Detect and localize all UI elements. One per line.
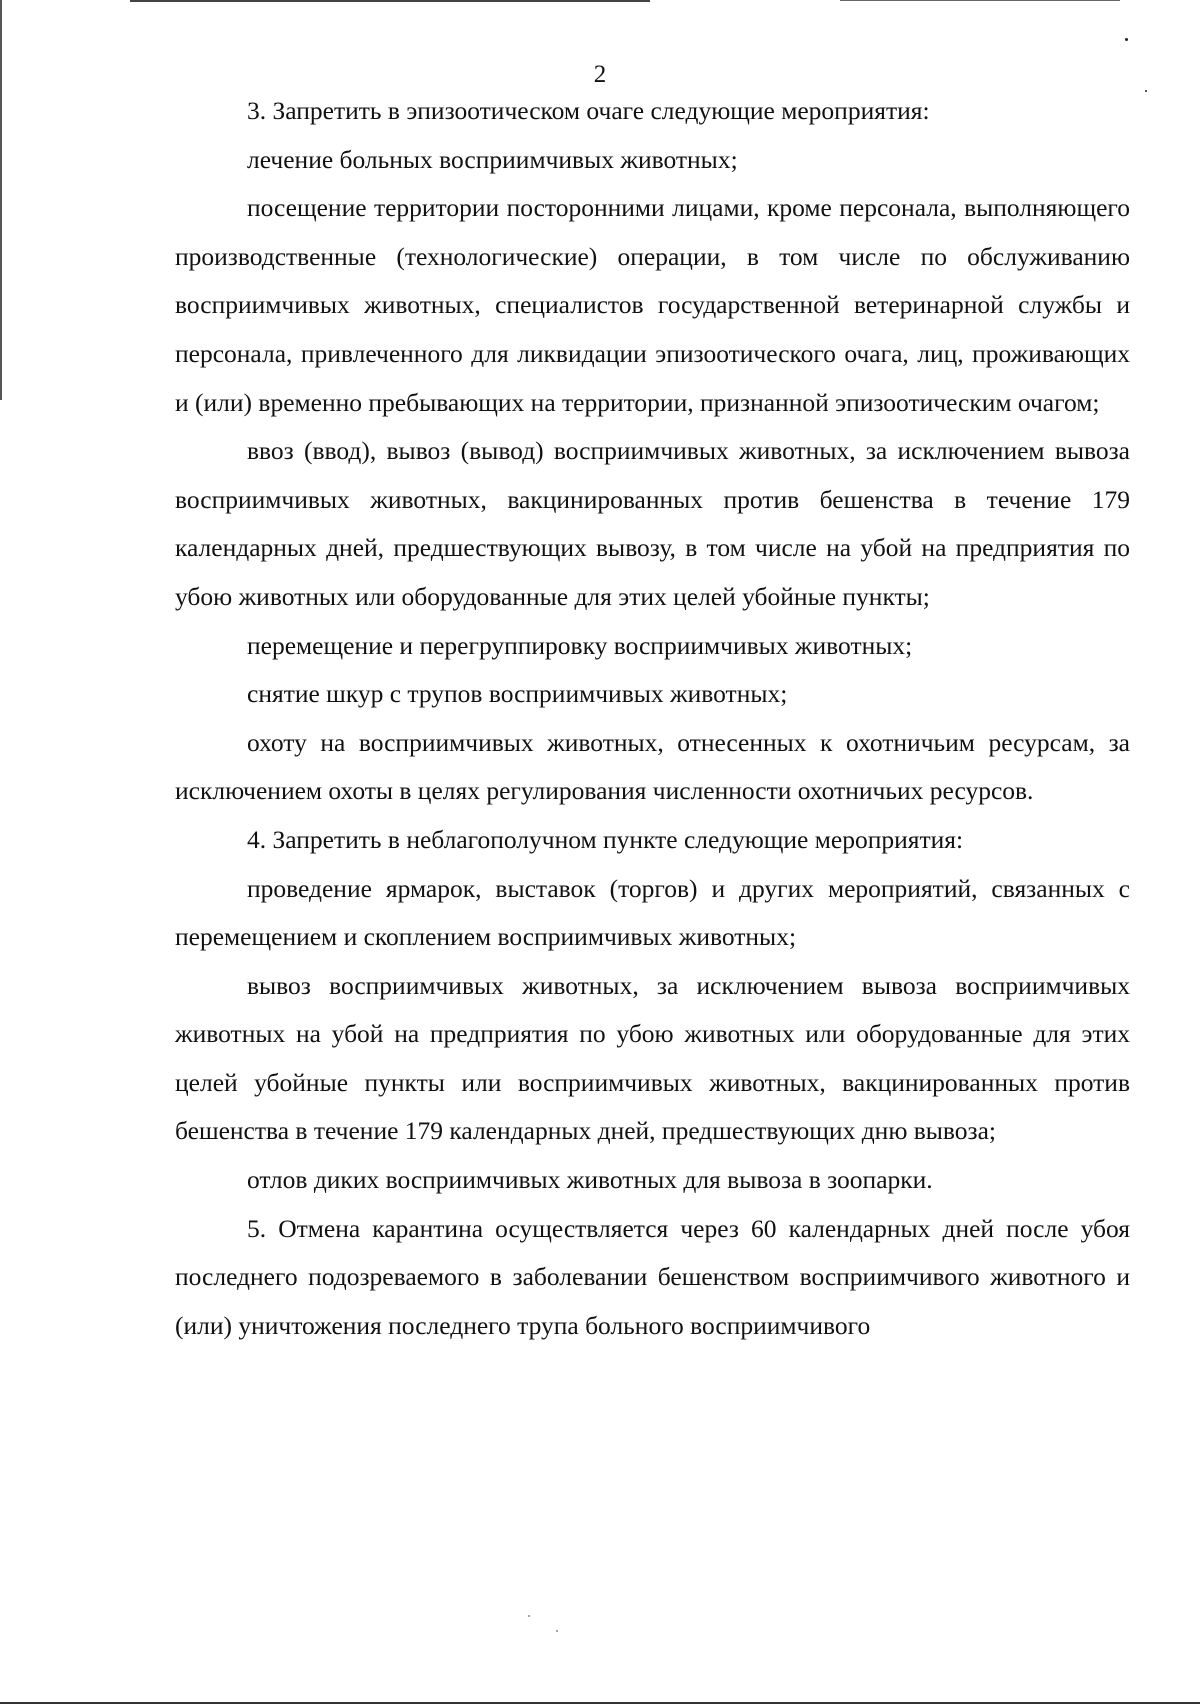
paragraph: охоту на восприимчивых животных, отнесенных к охотничьим ресурсам, за исключением охоты в целях регулирования численности охотничьих ресурсов.	[175, 727, 1130, 806]
paragraph: снятие шкур с трупов восприимчивых животных;	[247, 679, 788, 709]
paragraph: проведение ярмарок, выставок (торгов) и других мероприятий, связанных с перемещением и скоплением восприимчивых животных;	[175, 873, 1130, 952]
paragraph: отлов диких восприимчивых животных для вывоза в зоопарки.	[247, 1165, 933, 1195]
scan-speck	[528, 1615, 530, 1617]
scan-edge-top-right	[840, 0, 1120, 1]
paragraph: вывоз восприимчивых животных, за исключением вывоза восприимчивых животных на убой на предприятия по убою животных или оборудованные для этих целей убойные пункты или восприимчивых животных, вакцинированных против бешенства в течение 179 календарных дней, предшествующих дню вывоза;	[175, 970, 1130, 1146]
paragraph: перемещение и перегруппировку восприимчивых животных;	[247, 630, 913, 660]
paragraph: 5. Отмена карантина осуществляется через 60 календарных дней после убоя последнего подозреваемого в заболевании бешенством восприимчивого животного и (или) уничтожения последнего трупа больного восприимчивого	[175, 1213, 1130, 1340]
page-number: 2	[593, 61, 607, 88]
paragraph: лечение больных восприимчивых животных;	[247, 144, 738, 174]
paragraph: посещение территории посторонними лицами, кроме персонала, выполняющего производственные (технологические) операции, в том числе по обслуживанию восприимчивых животных, специалистов государственной ветеринарной службы и персонала, привлеченного для ликвидации эпизоотического очага, лиц, проживающих и (или) временно пребывающих на территории, признанной эпизоотическим очагом;	[175, 193, 1130, 417]
scan-edge-bottom	[0, 1702, 1200, 1704]
paragraph: 3. Запретить в эпизоотическом очаге следующие мероприятия:	[247, 96, 930, 125]
paragraph: ввоз (ввод), вывоз (вывод) восприимчивых животных, за исключением вывоза восприимчивых животных, вакцинированных против бешенства в течение 179 календарных дней, предшествующих вывозу, в том числе на убой на предприятия по убою животных или оборудованные для этих целей убойные пункты;	[175, 436, 1130, 611]
scan-speck	[1125, 38, 1128, 41]
document-body	[175, 87, 1130, 1350]
scan-edge-top	[130, 0, 650, 2]
scan-speck	[556, 1630, 558, 1632]
paragraph: 4. Запретить в неблагополучном пункте следующие мероприятия:	[247, 824, 964, 854]
